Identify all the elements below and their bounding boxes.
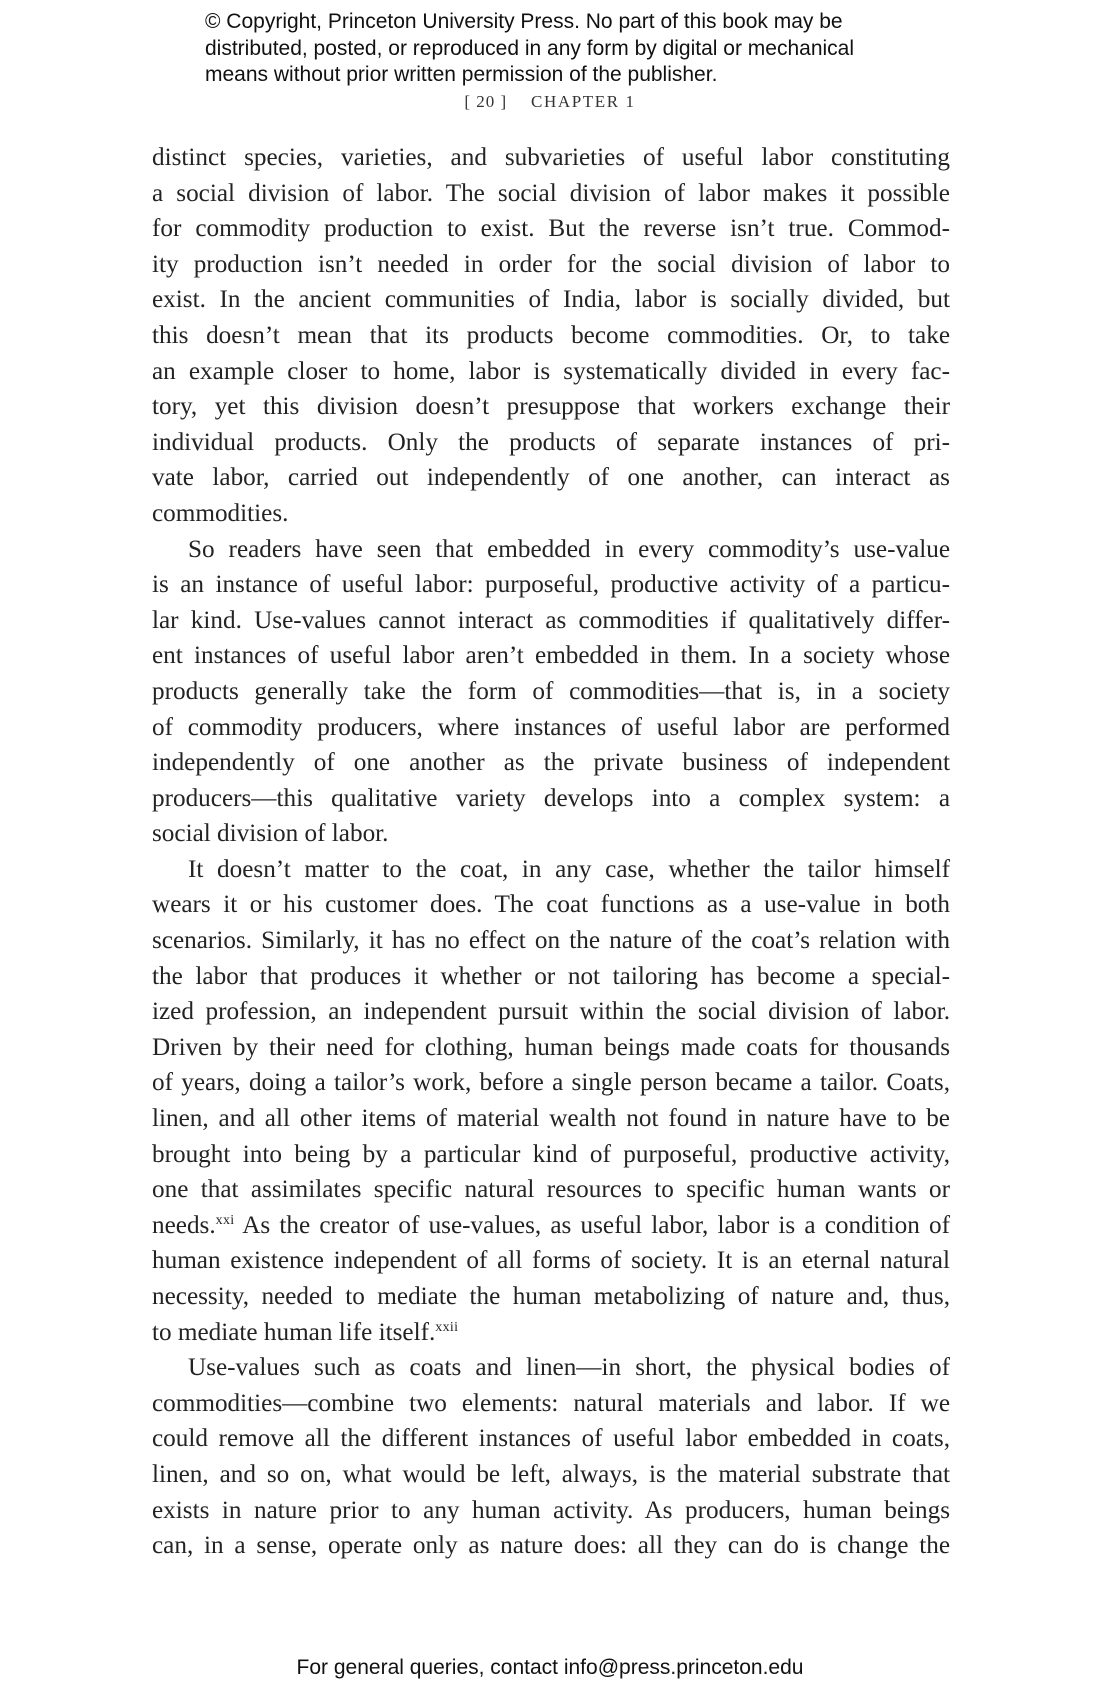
text-line: for commodity production to exist. But the reverse isn’t true. Commod- [152,215,950,243]
running-head [0,92,1100,112]
copyright-line: distributed, posted, or reproduced in any form by digital or mechanical [205,36,855,60]
text-line: human existence independent of all forms of society. It is an eternal natural [152,1247,950,1275]
copyright-line: © Copyright, Princeton University Press. No part of this book may be [205,10,843,33]
text-line: commodities. [152,499,289,527]
text-fragment: needs. [152,1211,216,1239]
text-line: linen, and all other items of material wealth not found in nature have to be [152,1105,950,1133]
text-line: Use-values such as coats and linen—in short, the physical bodies of [188,1354,950,1382]
text-line: exist. In the ancient communities of India, labor is socially divided, but [152,286,950,314]
text-line: producers—this qualitative variety develops into a complex system: a [152,784,950,812]
page-number: [ 20 ] [464,92,508,111]
text-line: of years, doing a tailor’s work, before a single person became a tailor. Coats, [152,1069,950,1097]
text-line: ized profession, an independent pursuit within the social division of labor. [152,998,950,1026]
text-line: tory, yet this division doesn’t presuppose that workers exchange their [152,393,950,421]
text-line: distinct species, varieties, and subvarieties of useful labor constituting [152,144,950,171]
chapter-label: CHAPTER 1 [531,92,636,111]
copyright-line: means without prior written permission of the publisher. [205,63,718,86]
text-line: lar kind. Use-values cannot interact as commodities if qualitatively differ- [152,606,950,634]
text-line: brought into being by a particular kind of purposeful, productive activity, [152,1140,950,1168]
text-line: a social division of labor. The social division of labor makes it possible [152,179,950,207]
text-line: of commodity producers, where instances of useful labor are performed [152,713,950,741]
text-line: vate labor, carried out independently of one another, can interact as [152,464,950,492]
copyright-notice [205,9,965,89]
text-line: products generally take the form of commodities—that is, in a society [152,677,950,705]
text-line: scenarios. Similarly, it has no effect on the nature of the coat’s relation with [152,927,950,955]
text-line: one that assimilates specific natural resources to specific human wants or [152,1176,950,1204]
text-line: So readers have seen that embedded in every commodity’s use-value [188,535,950,563]
paragraph [152,1350,950,1564]
text-line: It doesn’t matter to the coat, in any case, whether the tailor himself [188,855,950,883]
text-line: can, in a sense, operate only as nature does: all they can do is change the [152,1532,950,1560]
text-line: wears it or his customer does. The coat functions as a use-value in both [152,891,950,919]
text-line: Driven by their need for clothing, human beings made coats for thousands [152,1033,950,1061]
text-line: this doesn’t mean that its products become commodities. Or, to take [152,321,950,349]
text-line: is an instance of useful labor: purposeful, productive activity of a particu- [152,571,950,599]
text-line: individual products. Only the products of separate instances of pri- [152,428,950,456]
text-line-with-footnote [152,1208,950,1244]
paragraph [152,140,950,532]
text-line: social division of labor. [152,820,389,848]
footer-contact: For general queries, contact info@press.princeton.edu [296,1656,804,1679]
text-line: ity production isn’t needed in order for the social division of labor to [152,250,950,278]
paragraph [152,532,950,852]
text-line: the labor that produces it whether or not tailoring has become a special- [152,962,950,990]
text-line-with-footnote [152,1315,950,1351]
body-text [152,140,950,1564]
text-line: necessity, needed to mediate the human metabolizing of nature and, thus, [152,1283,950,1310]
text-line: commodities—combine two elements: natural materials and labor. If we [152,1389,950,1417]
text-line: an example closer to home, labor is systematically divided in every fac- [152,357,950,385]
text-line: linen, and so on, what would be left, always, is the material substrate that [152,1460,950,1488]
footnote-marker[interactable]: xxii [435,1319,459,1335]
footnote-marker[interactable]: xxi [215,1212,235,1228]
text-line: independently of one another as the private business of independent [152,749,950,777]
text-line: ent instances of useful labor aren’t embedded in them. In a society whose [152,642,950,670]
text-line: could remove all the different instances of useful labor embedded in coats, [152,1425,950,1453]
text-fragment: As the creator of use-values, as useful labor, labor is a condition of [234,1211,950,1239]
text-fragment: to mediate human life itself. [152,1318,436,1346]
paragraph [152,852,950,1350]
text-line: exists in nature prior to any human activity. As producers, human beings [152,1496,950,1524]
